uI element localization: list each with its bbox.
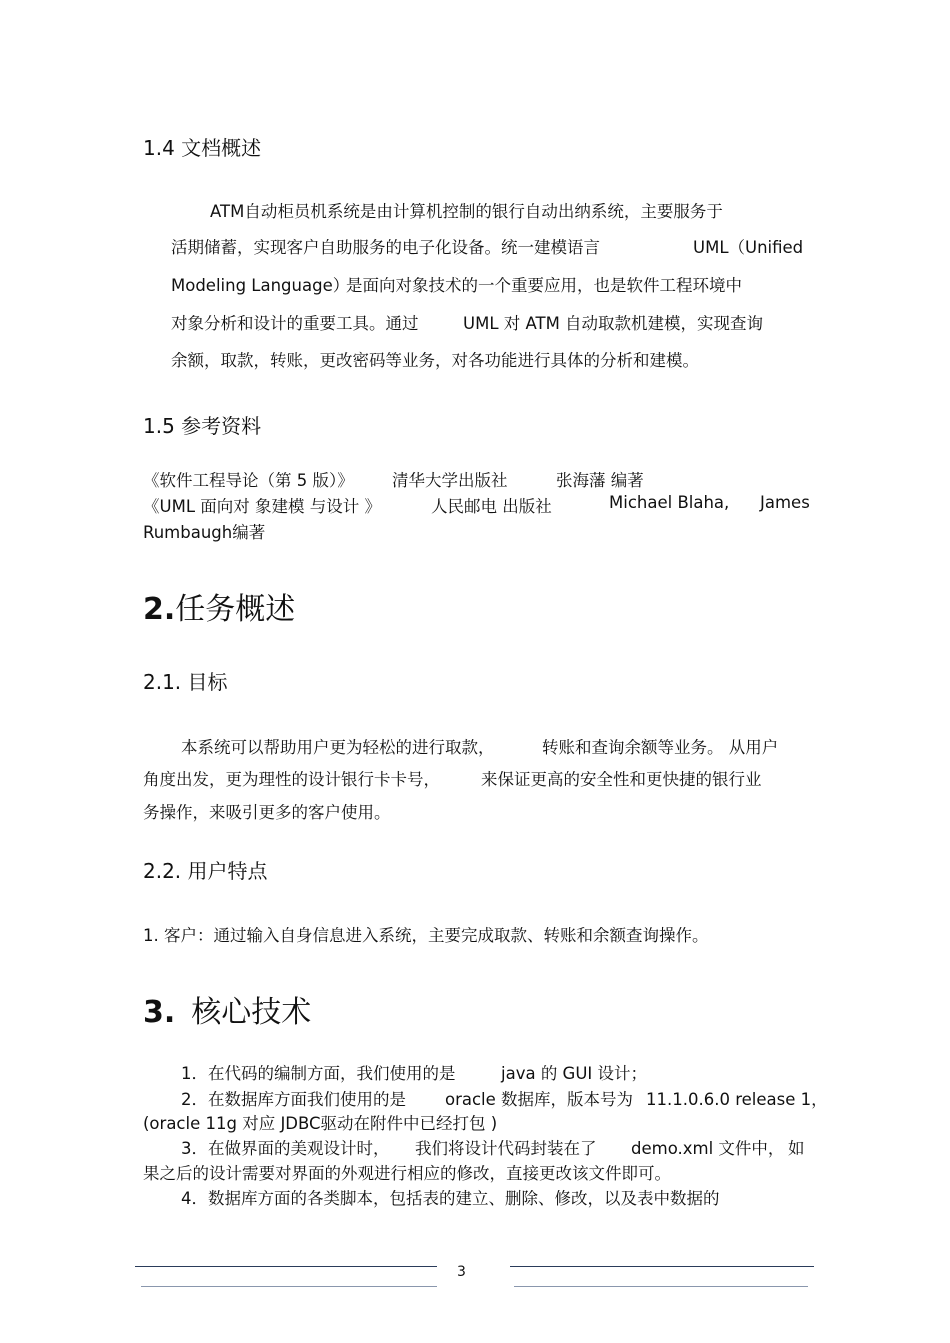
list-item: 2．在数据库方面我们使用的是 xyxy=(181,1090,406,1109)
chapter-title: 核心技术 xyxy=(191,995,312,1030)
paragraph-line: UML 对 ATM 自动取款机建模，实现查询 xyxy=(463,314,764,333)
chapter-title: 任务概述 xyxy=(175,592,296,627)
list-item: 如 xyxy=(788,1139,805,1158)
section-heading-1-4: 1.4 文档概述 xyxy=(143,136,262,160)
paragraph-line: 务操作，来吸引更多的客户使用。 xyxy=(143,803,391,822)
reference-publisher: 清华大学出版社 xyxy=(392,471,508,490)
reference-author: Michael Blaha, xyxy=(609,493,730,512)
section-heading-2-1: 2.1. 目标 xyxy=(143,670,228,694)
paragraph-line: 是面向对象技术的一个重要应用，也是软件工程环境中 xyxy=(346,276,742,295)
list-item: demo.xml 文件中， xyxy=(631,1139,785,1158)
footer-rule xyxy=(135,1266,437,1267)
list-item: 果之后的设计需要对界面的外观进行相应的修改，直接更改该文件即可。 xyxy=(143,1164,671,1183)
paragraph-line: 活期储蓄，实现客户自助服务的电子化设备。统一建模语言 xyxy=(171,238,600,257)
reference-author: Rumbaugh编著 xyxy=(143,523,266,542)
paragraph-line: Modeling Language） xyxy=(171,276,350,295)
reference-author: James xyxy=(760,493,810,512)
paragraph-line: 余额，取款，转账，更改密码等业务，对各功能进行具体的分析和建模。 xyxy=(171,351,699,370)
section-heading-1-5: 1.5 参考资料 xyxy=(143,414,262,438)
reference-title: 《UML 面向对 象建模 与设计 》 xyxy=(143,497,381,516)
reference-title: 《软件工程导论（第 5 版）》 xyxy=(143,471,354,490)
list-item: 11.1.0.6.0 release 1， xyxy=(646,1090,828,1109)
chapter-heading-3 xyxy=(143,987,311,1031)
list-item: (oracle 11g 对应 JDBC驱动在附件中已经打包 ) xyxy=(143,1114,498,1133)
footer-rule xyxy=(141,1286,437,1287)
page-number: 3 xyxy=(457,1264,466,1280)
paragraph-line: 1. 客户：通过输入自身信息进入系统，主要完成取款、转账和余额查询操作。 xyxy=(143,926,709,945)
footer-rule xyxy=(510,1266,814,1267)
list-item: java 的 GUI 设计； xyxy=(501,1064,648,1083)
list-item: 4．数据库方面的各类脚本，包括表的建立、删除、修改，以及表中数据的 xyxy=(181,1189,720,1208)
footer-rule xyxy=(514,1286,808,1287)
section-heading-2-2: 2.2. 用户特点 xyxy=(143,859,268,883)
chapter-heading-2 xyxy=(143,584,295,628)
list-item: 3．在做界面的美观设计时， xyxy=(181,1139,390,1158)
paragraph-line: 来保证更高的安全性和更快捷的银行业 xyxy=(481,770,762,789)
paragraph-line: UML（Unified xyxy=(693,238,804,257)
list-item: oracle 数据库，版本号为 xyxy=(445,1090,634,1109)
reference-author: 张海藩 编著 xyxy=(556,471,644,490)
paragraph-line: 角度出发，更为理性的设计银行卡卡号， xyxy=(143,770,440,789)
list-item: 1．在代码的编制方面，我们使用的是 xyxy=(181,1064,456,1083)
chapter-number: 3. xyxy=(143,995,176,1030)
paragraph-line: 对象分析和设计的重要工具。通过 xyxy=(171,314,419,333)
list-item: 我们将设计代码封装在了 xyxy=(415,1139,597,1158)
chapter-number: 2. xyxy=(143,592,176,627)
paragraph-line: 转账和查询余额等业务。 从用户 xyxy=(542,738,779,757)
paragraph-line: 本系统可以帮助用户更为轻松的进行取款， xyxy=(181,738,495,757)
paragraph-line: ATM自动柜员机系统是由计算机控制的银行自动出纳系统，主要服务于 xyxy=(210,202,723,221)
reference-publisher: 人民邮电 出版社 xyxy=(431,497,552,516)
